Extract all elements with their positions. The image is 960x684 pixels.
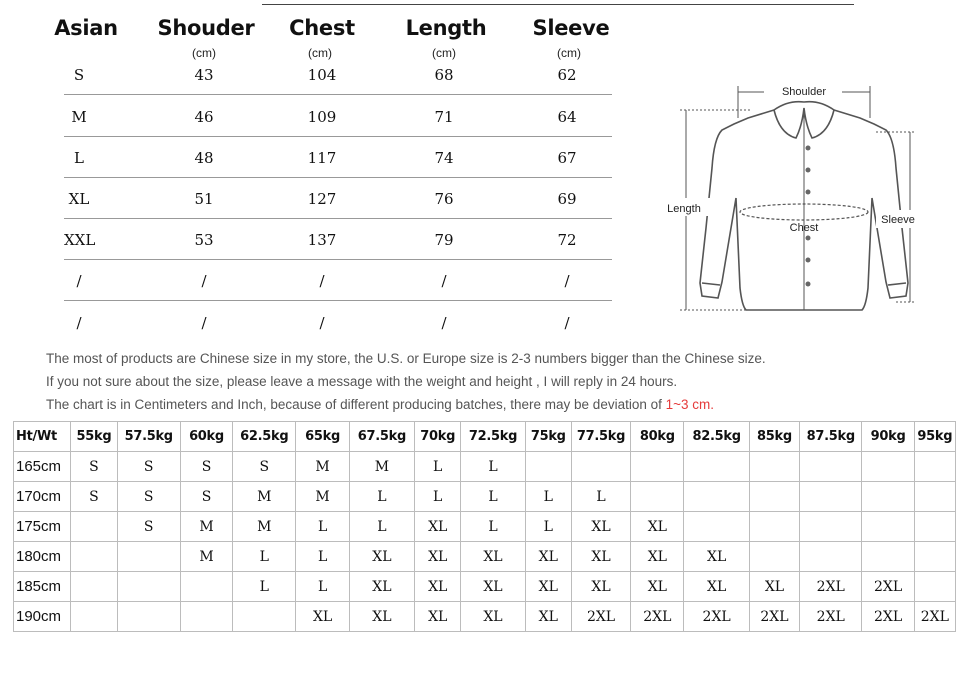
size-value: / <box>441 314 447 332</box>
size-label: XL <box>68 190 90 208</box>
height-weight-table <box>13 421 956 632</box>
size-value: 46 <box>194 108 214 126</box>
size-cell: XL <box>415 512 461 542</box>
top-divider <box>262 4 854 5</box>
size-unit-shouder: (cm) <box>192 46 216 60</box>
shirt-diagram <box>656 78 920 322</box>
size-cell: 2XL <box>571 602 630 632</box>
size-header-sleeve: Sleeve <box>532 16 610 40</box>
weight-header: 90kg <box>862 422 914 452</box>
size-value: 68 <box>434 66 454 84</box>
size-cell: 2XL <box>862 572 914 602</box>
size-cell: M <box>296 452 349 482</box>
size-cell: XL <box>525 542 571 572</box>
size-cell: L <box>461 512 525 542</box>
size-unit-length: (cm) <box>432 46 456 60</box>
size-cell <box>71 602 117 632</box>
size-value: 74 <box>434 149 454 167</box>
size-cell <box>117 542 180 572</box>
weight-header: 55kg <box>71 422 117 452</box>
size-value: 137 <box>307 231 337 249</box>
size-cell: S <box>180 482 232 512</box>
weight-header: 77.5kg <box>571 422 630 452</box>
size-value: 71 <box>434 108 454 126</box>
weight-header: 57.5kg <box>117 422 180 452</box>
row-divider <box>64 177 612 178</box>
size-cell <box>914 572 955 602</box>
row-divider <box>64 300 612 301</box>
size-cell: XL <box>415 602 461 632</box>
sleeve-label: Sleeve <box>881 214 915 226</box>
size-label: S <box>73 66 85 84</box>
size-cell <box>800 452 862 482</box>
size-cell <box>862 542 914 572</box>
size-label: / <box>76 272 82 290</box>
size-cell: XL <box>684 572 749 602</box>
size-value: / <box>441 272 447 290</box>
size-cell <box>684 452 749 482</box>
size-cell <box>862 512 914 542</box>
weight-header: 87.5kg <box>800 422 862 452</box>
note-line-1: The most of products are Chinese size in my store, the U.S. or Europe size is 2-3 numbers bigger than the Chinese size. <box>46 351 766 366</box>
size-value: 109 <box>307 108 337 126</box>
size-cell: L <box>296 512 349 542</box>
size-cell: 2XL <box>684 602 749 632</box>
size-cell: S <box>117 482 180 512</box>
size-cell: XL <box>631 542 684 572</box>
size-cell: L <box>571 482 630 512</box>
size-cell <box>800 512 862 542</box>
note-line-3-text: The chart is in Centimeters and Inch, because of different producing batches, there may be deviation of <box>46 397 662 412</box>
size-cell: L <box>349 512 414 542</box>
size-cell: L <box>461 452 525 482</box>
row-divider <box>64 136 612 137</box>
size-header-length: Length <box>405 16 487 40</box>
size-cell <box>180 572 232 602</box>
size-cell: XL <box>571 542 630 572</box>
size-cell <box>117 602 180 632</box>
size-cell: L <box>415 482 461 512</box>
size-cell <box>571 452 630 482</box>
size-cell: L <box>461 482 525 512</box>
height-label: 190cm <box>14 602 71 632</box>
size-cell: L <box>296 542 349 572</box>
size-unit-sleeve: (cm) <box>557 46 581 60</box>
size-label: M <box>71 108 87 126</box>
table-row <box>14 602 956 632</box>
size-cell <box>749 542 799 572</box>
size-value: / <box>201 314 207 332</box>
table-row <box>14 482 956 512</box>
chest-label: Chest <box>789 222 819 234</box>
size-value: 62 <box>557 66 577 84</box>
weight-header: 95kg <box>914 422 955 452</box>
height-label: 185cm <box>14 572 71 602</box>
size-cell <box>749 512 799 542</box>
size-cell: S <box>180 452 232 482</box>
weight-header: 82.5kg <box>684 422 749 452</box>
size-cell <box>71 572 117 602</box>
size-cell <box>631 452 684 482</box>
size-cell: M <box>180 542 232 572</box>
size-value: 48 <box>194 149 214 167</box>
size-cell: XL <box>631 572 684 602</box>
size-cell <box>631 482 684 512</box>
size-label: L <box>74 149 84 167</box>
weight-header: 70kg <box>415 422 461 452</box>
size-cell: S <box>117 512 180 542</box>
size-label: / <box>76 314 82 332</box>
weight-header: 85kg <box>749 422 799 452</box>
table-row <box>14 572 956 602</box>
size-cell <box>914 542 955 572</box>
weight-header: 60kg <box>180 422 232 452</box>
size-cell <box>800 542 862 572</box>
size-value: 51 <box>194 190 214 208</box>
height-label: 175cm <box>14 512 71 542</box>
weight-header: 80kg <box>631 422 684 452</box>
size-unit-chest: (cm) <box>308 46 332 60</box>
note-line-3 <box>46 397 714 412</box>
size-header-asian: Asian <box>54 16 118 40</box>
size-value: / <box>564 272 570 290</box>
row-divider <box>64 94 612 95</box>
size-cell: XL <box>349 572 414 602</box>
size-value: / <box>201 272 207 290</box>
table-row <box>14 452 956 482</box>
size-cell <box>117 572 180 602</box>
size-cell <box>862 452 914 482</box>
length-label: Length <box>667 203 701 215</box>
size-cell <box>914 452 955 482</box>
size-cell: XL <box>349 542 414 572</box>
note-line-2: If you not sure about the size, please leave a message with the weight and height , I will reply in 24 hours. <box>46 374 678 389</box>
size-cell <box>525 452 571 482</box>
size-value: 64 <box>557 108 577 126</box>
size-cell: L <box>296 572 349 602</box>
size-cell: M <box>349 452 414 482</box>
height-label: 180cm <box>14 542 71 572</box>
size-value: 69 <box>557 190 577 208</box>
size-cell: 2XL <box>914 602 955 632</box>
size-cell: XL <box>684 542 749 572</box>
size-cell: 2XL <box>631 602 684 632</box>
size-cell <box>684 482 749 512</box>
size-cell: XL <box>525 602 571 632</box>
size-cell <box>862 482 914 512</box>
size-cell <box>914 482 955 512</box>
size-value: 43 <box>194 66 214 84</box>
height-label: 165cm <box>14 452 71 482</box>
size-cell: XL <box>749 572 799 602</box>
row-divider <box>64 218 612 219</box>
table-header-row <box>14 422 956 452</box>
size-value: 79 <box>434 231 454 249</box>
size-cell <box>71 542 117 572</box>
size-value: 127 <box>307 190 337 208</box>
size-cell: 2XL <box>862 602 914 632</box>
size-cell: XL <box>296 602 349 632</box>
size-cell: XL <box>461 602 525 632</box>
size-cell: XL <box>631 512 684 542</box>
size-cell <box>749 452 799 482</box>
size-cell: XL <box>349 602 414 632</box>
size-cell <box>71 512 117 542</box>
shoulder-label: Shoulder <box>781 86 827 98</box>
size-cell: S <box>71 482 117 512</box>
deviation-highlight: 1~3 cm. <box>665 397 715 412</box>
size-header-chest: Chest <box>289 16 355 40</box>
size-cell: XL <box>415 572 461 602</box>
size-cell: M <box>296 482 349 512</box>
size-cell: XL <box>571 512 630 542</box>
size-value: 104 <box>307 66 337 84</box>
size-cell: S <box>117 452 180 482</box>
size-value: 117 <box>307 149 337 167</box>
size-value: 72 <box>557 231 577 249</box>
size-value: 67 <box>557 149 577 167</box>
size-cell: M <box>233 512 296 542</box>
size-value: / <box>319 272 325 290</box>
size-cell: XL <box>571 572 630 602</box>
size-cell: 2XL <box>749 602 799 632</box>
size-cell: XL <box>415 542 461 572</box>
size-cell: L <box>233 542 296 572</box>
weight-header: 65kg <box>296 422 349 452</box>
size-cell: 2XL <box>800 572 862 602</box>
size-cell: M <box>233 482 296 512</box>
size-cell <box>800 482 862 512</box>
weight-header: 62.5kg <box>233 422 296 452</box>
size-cell <box>914 512 955 542</box>
size-cell <box>684 512 749 542</box>
size-cell: L <box>525 512 571 542</box>
height-label: 170cm <box>14 482 71 512</box>
size-cell: XL <box>461 572 525 602</box>
size-cell: L <box>349 482 414 512</box>
size-cell: XL <box>461 542 525 572</box>
table-row <box>14 512 956 542</box>
size-value: 53 <box>194 231 214 249</box>
size-header-shouder: Shouder <box>157 16 255 40</box>
size-cell: L <box>415 452 461 482</box>
size-cell <box>180 602 232 632</box>
size-cell: M <box>180 512 232 542</box>
weight-header: 72.5kg <box>461 422 525 452</box>
size-cell: L <box>233 572 296 602</box>
size-cell: S <box>233 452 296 482</box>
weight-header: 75kg <box>525 422 571 452</box>
size-cell <box>233 602 296 632</box>
size-cell: 2XL <box>800 602 862 632</box>
size-cell: L <box>525 482 571 512</box>
size-value: / <box>319 314 325 332</box>
size-value: 76 <box>434 190 454 208</box>
weight-header: 67.5kg <box>349 422 414 452</box>
table-row <box>14 542 956 572</box>
size-value: / <box>564 314 570 332</box>
size-cell: S <box>71 452 117 482</box>
size-cell <box>749 482 799 512</box>
corner-header: Ht/Wt <box>14 422 71 452</box>
size-cell: XL <box>525 572 571 602</box>
size-label: XXL <box>64 231 96 249</box>
row-divider <box>64 259 612 260</box>
